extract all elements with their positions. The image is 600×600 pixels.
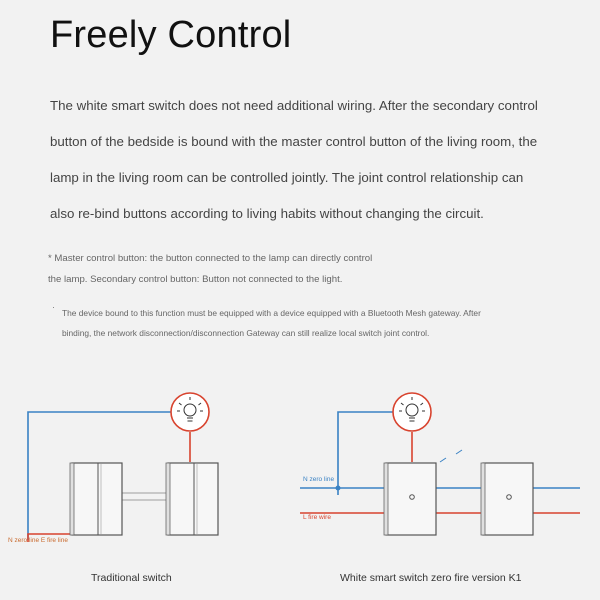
smart-switch-diagram	[300, 393, 580, 535]
paragraph-line: also re-bind buttons according to living habits without changing the circuit.	[50, 206, 484, 221]
page-title: Freely Control	[50, 14, 292, 56]
wireless-link-icon	[440, 450, 462, 462]
gateway-note	[62, 303, 582, 343]
paragraph-line: lamp in the living room can be controlled jointly. The joint control relationship can	[50, 170, 524, 185]
smart-switch-2	[481, 463, 533, 535]
paragraph-line: The white smart switch does not need additional wiring. After the secondary control	[50, 98, 538, 113]
note-line: the lamp. Secondary control button: Button not connected to the light.	[48, 274, 343, 285]
wiring-diagrams	[0, 370, 600, 570]
n-junction	[336, 486, 341, 491]
l-line-label: L fire wire	[303, 514, 331, 521]
note-line: binding, the network disconnection/disconnection Gateway can still realize local switch joint control.	[62, 328, 430, 338]
paragraph-line: button of the bedside is bound with the master control button of the living room, the	[50, 134, 538, 149]
smart-switch-caption: White smart switch zero fire version K1	[340, 572, 522, 584]
smart-switch-1	[384, 463, 436, 535]
left-wire-label: N zero line E fire line	[8, 537, 68, 544]
n-line-label: N zero line	[303, 476, 335, 483]
traditional-switch-1	[70, 463, 122, 535]
description-paragraph	[50, 88, 570, 232]
note-line: The device bound to this function must be equipped with a device equipped with a Bluetooth Mesh gateway. After	[62, 308, 481, 318]
traditional-switch-caption: Traditional switch	[91, 572, 172, 584]
button-definition-note	[48, 248, 568, 290]
note-line: * Master control button: the button connected to the lamp can directly control	[48, 253, 373, 264]
traditional-switch-2	[166, 463, 218, 535]
note-bullet: ·	[52, 302, 55, 312]
traditional-switch-diagram	[28, 393, 218, 542]
